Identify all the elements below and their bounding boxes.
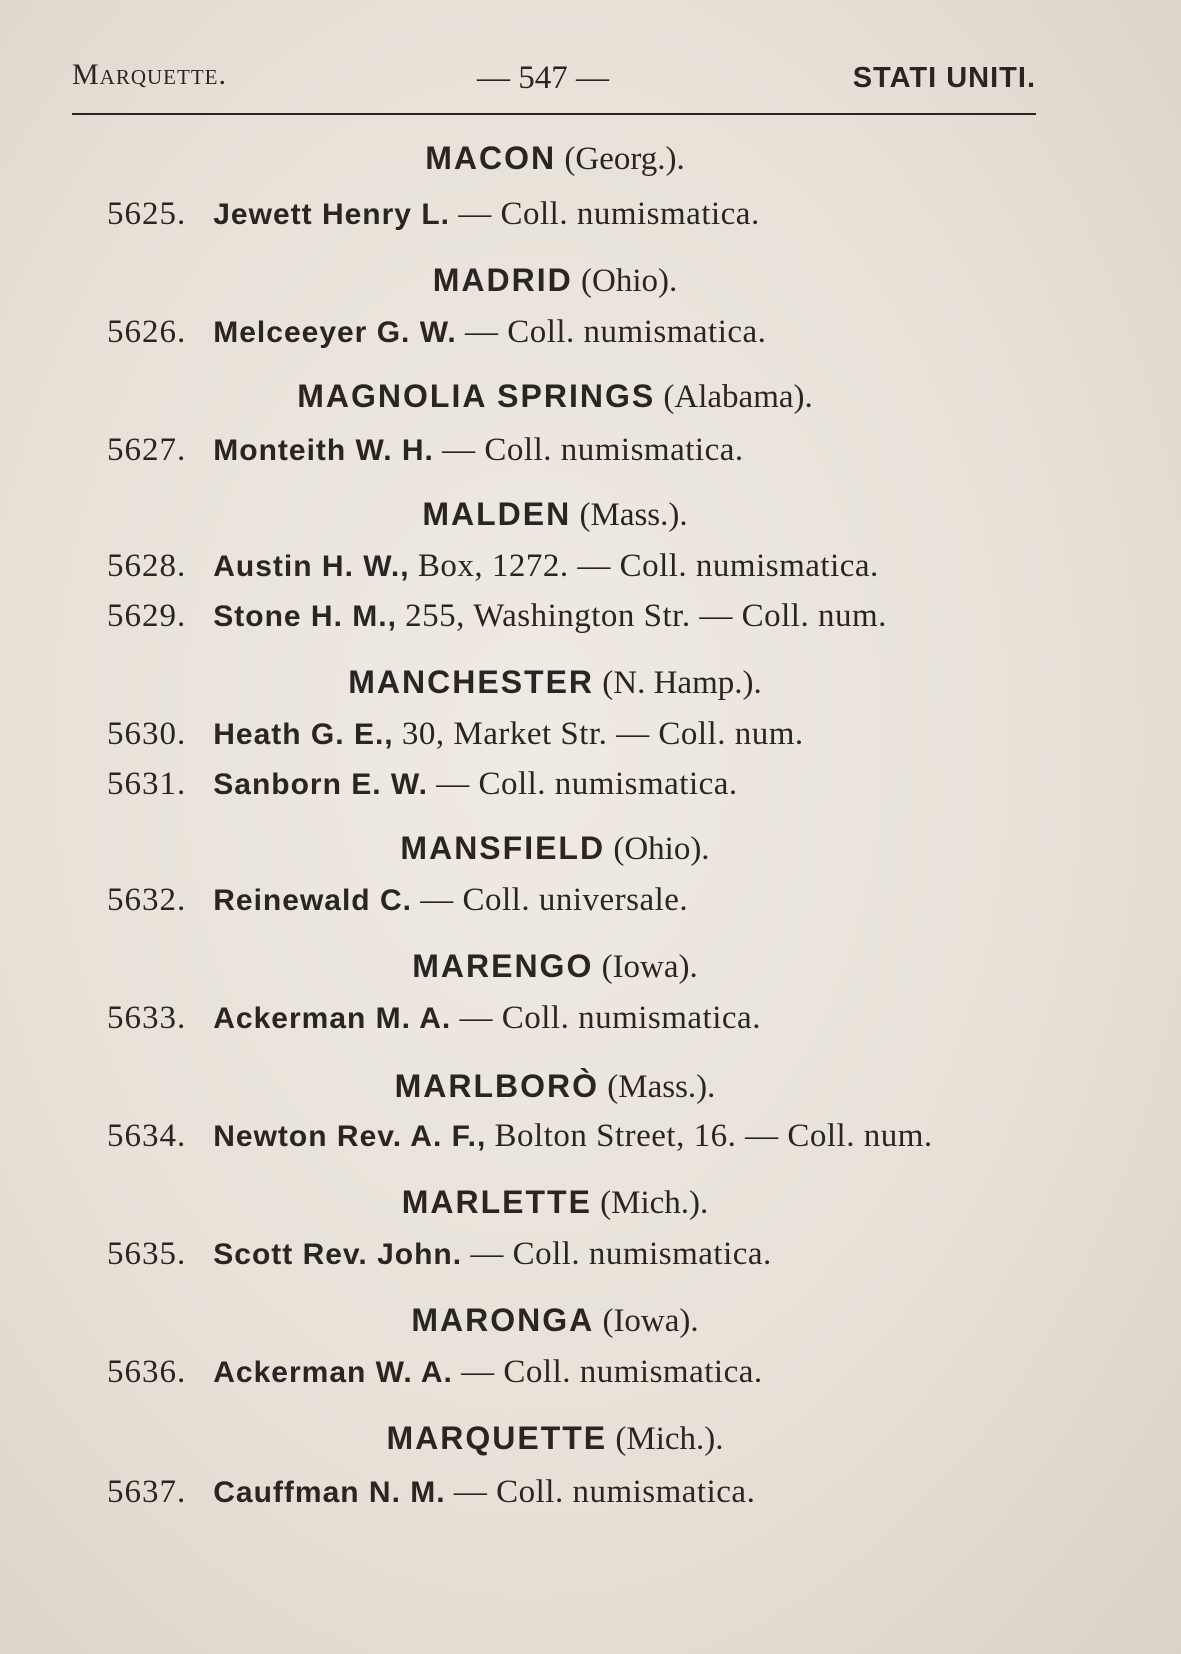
entry-name: Ackerman W. A. (213, 1356, 453, 1389)
entry-number: 5631. (107, 766, 187, 802)
header-rule (72, 113, 1036, 115)
entry-number: 5627. (107, 432, 187, 468)
running-head-left: Marquette. (72, 58, 227, 91)
entry-number: 5630. (107, 716, 187, 752)
entry-number: 5633. (107, 1000, 187, 1036)
city-name: MARLBORÒ (394, 1068, 599, 1104)
city-region: (Mass.). (579, 497, 688, 533)
page-header (72, 58, 1036, 102)
entry-name: Newton Rev. A. F., (213, 1120, 487, 1153)
entry-name: Cauffman N. M. (213, 1476, 446, 1509)
directory-entry (107, 598, 887, 635)
entry-details: — Coll. numismatica. (453, 1474, 756, 1510)
entry-number: 5634. (107, 1118, 187, 1154)
entry-name: Reinewald C. (213, 884, 412, 917)
city-name: MARLETTE (401, 1184, 592, 1220)
city-region: (Mich.). (600, 1185, 709, 1221)
directory-entry (107, 1474, 755, 1511)
entry-details: — Coll. numismatica. (458, 196, 760, 232)
entry-details: Box, 1272. — Coll. numismatica. (417, 548, 879, 584)
city-region: (Ohio). (613, 831, 710, 867)
page-number: — 547 — (477, 60, 609, 96)
city-heading (0, 948, 1110, 986)
city-heading (0, 664, 1110, 702)
city-name: MAGNOLIA SPRINGS (297, 378, 656, 414)
city-heading (0, 1068, 1110, 1106)
entry-details: — Coll. universale. (420, 882, 689, 918)
entry-number: 5635. (107, 1236, 187, 1272)
entry-details: — Coll. numismatica. (436, 766, 738, 802)
entry-details: — Coll. numismatica. (470, 1236, 772, 1272)
entry-name: Stone H. M., (213, 600, 397, 633)
directory-entry (107, 432, 744, 469)
directory-entry (107, 314, 766, 351)
entry-number: 5637. (107, 1474, 187, 1510)
city-heading (0, 378, 1110, 416)
entry-number: 5629. (107, 598, 187, 634)
directory-entry (107, 1236, 772, 1273)
city-name: MARENGO (412, 948, 594, 984)
entry-details: — Coll. numismatica. (461, 1354, 763, 1390)
city-region: (Ohio). (581, 263, 678, 299)
directory-entry (107, 716, 804, 753)
directory-entry (107, 196, 760, 233)
city-heading (0, 496, 1110, 534)
entry-details: — Coll. numismatica. (442, 432, 744, 468)
city-name: MALDEN (422, 496, 572, 532)
city-name: MADRID (432, 262, 573, 298)
entry-details: — Coll. numismatica. (459, 1000, 761, 1036)
entry-name: Ackerman M. A. (213, 1002, 452, 1035)
city-name: MACON (425, 140, 557, 176)
entry-details: — Coll. numismatica. (464, 314, 767, 350)
entry-details: 30, Market Str. — Coll. num. (401, 716, 804, 752)
entry-name: Heath G. E., (213, 718, 394, 751)
entry-number: 5625. (107, 196, 187, 232)
city-region: (Mass.). (607, 1069, 716, 1105)
directory-entry (107, 1000, 761, 1037)
entry-name: Melceeyer G. W. (213, 316, 457, 349)
directory-entry (107, 548, 879, 585)
directory-entry (107, 1354, 763, 1391)
directory-entry (107, 766, 738, 803)
city-region: (Georg.). (564, 141, 685, 177)
entry-details: Bolton Street, 16. — Coll. num. (494, 1118, 933, 1154)
city-heading (0, 1302, 1110, 1340)
directory-entry (107, 1118, 933, 1155)
city-name: MANSFIELD (400, 830, 606, 866)
city-region: (Mich.). (615, 1421, 724, 1457)
city-name: MARONGA (411, 1302, 595, 1338)
entry-number: 5632. (107, 882, 187, 918)
city-region: (Iowa). (601, 949, 698, 985)
city-name: MANCHESTER (348, 664, 595, 700)
city-region: (Alabama). (663, 379, 813, 415)
city-heading (0, 830, 1110, 868)
entry-name: Sanborn E. W. (213, 768, 428, 801)
entry-name: Jewett Henry L. (213, 198, 450, 231)
running-head-right: STATI UNITI. (852, 62, 1036, 94)
directory-entry (107, 882, 688, 919)
city-heading (0, 140, 1110, 178)
entry-name: Austin H. W., (213, 550, 410, 583)
city-heading (0, 262, 1110, 300)
city-region: (Iowa). (602, 1303, 699, 1339)
entry-number: 5626. (107, 314, 187, 350)
entry-number: 5628. (107, 548, 187, 584)
entry-name: Monteith W. H. (213, 434, 434, 467)
city-heading (0, 1420, 1110, 1458)
city-name: MARQUETTE (386, 1420, 608, 1456)
city-heading (0, 1184, 1110, 1222)
city-region: (N. Hamp.). (602, 665, 762, 701)
entry-number: 5636. (107, 1354, 187, 1390)
entry-name: Scott Rev. John. (213, 1238, 463, 1271)
entry-details: 255, Washington Str. — Coll. num. (405, 598, 887, 634)
